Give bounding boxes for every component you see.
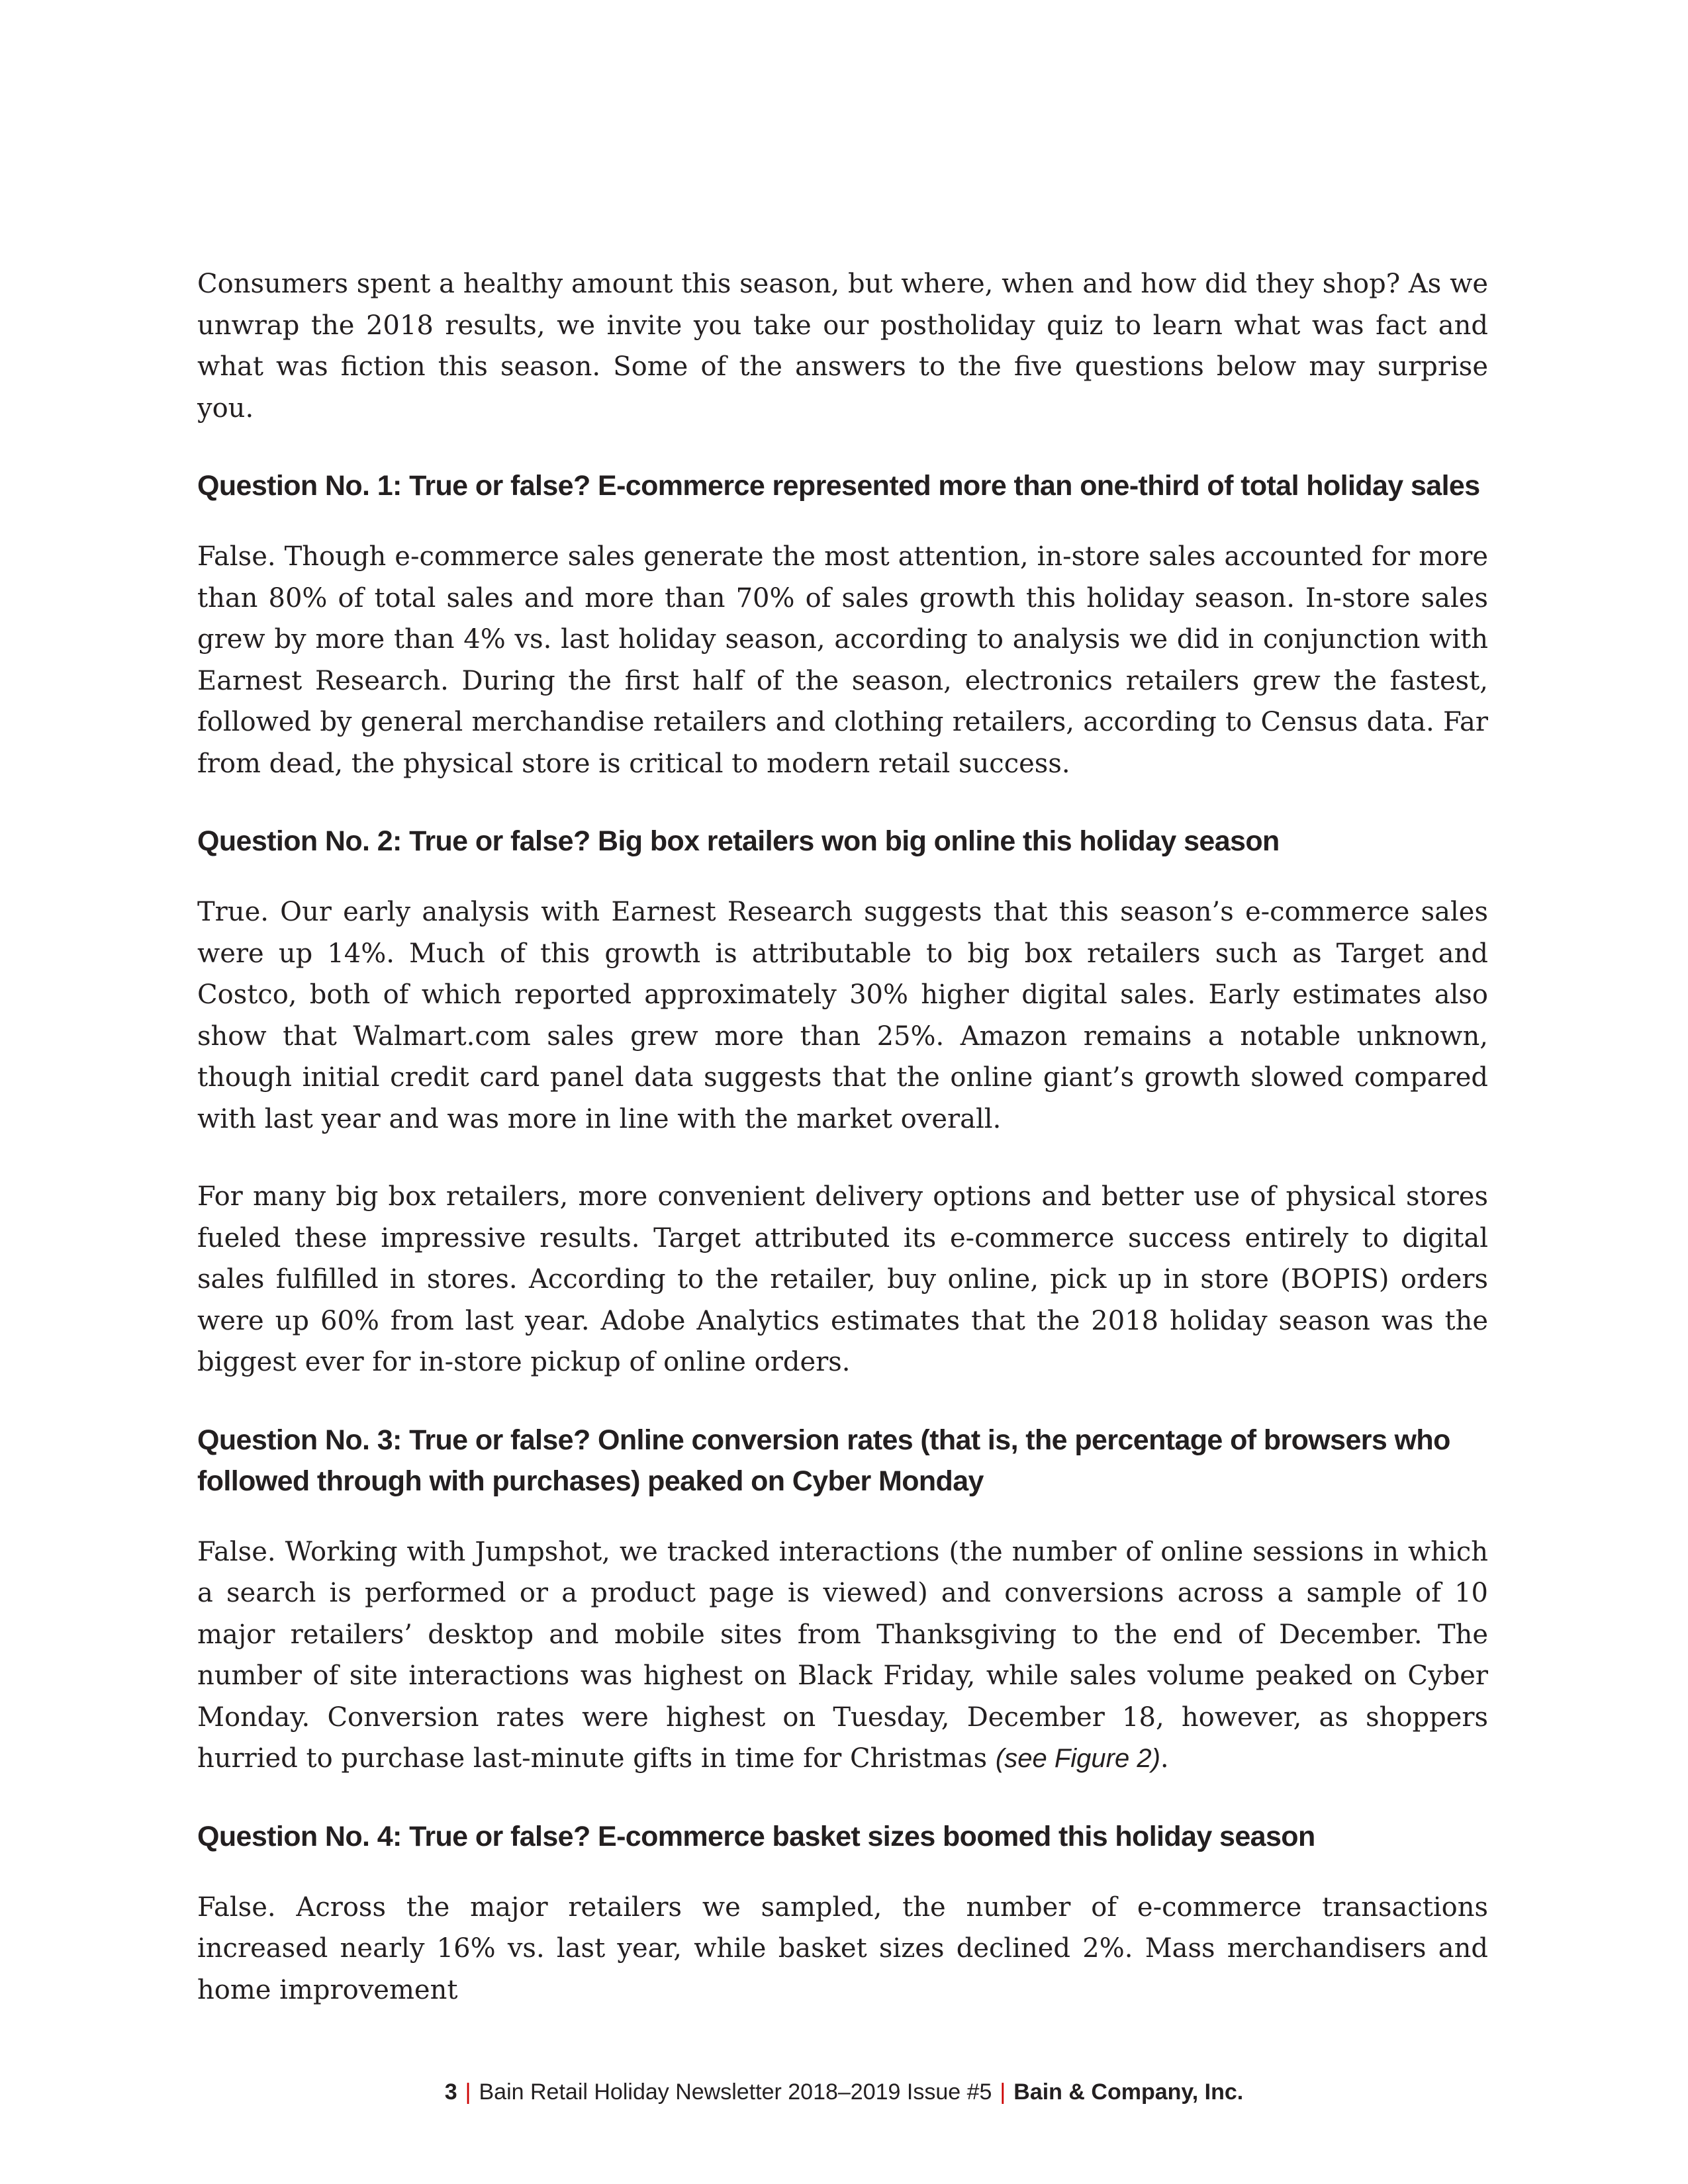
intro-paragraph: Consumers spent a healthy amount this season, but where, when and how did they shop? As we unwrap the 2018 results, we invite you take our postholiday quiz to learn what was fact and what was fiction this season. Some of the answers to the five questions below may surprise you. [197, 269, 1488, 424]
footer-separator-1: | [465, 2079, 471, 2105]
article-body [197, 263, 1488, 2047]
question-4-heading: Question No. 4: True or false? E-commerce basket sizes boomed this holiday season [197, 1820, 1315, 1852]
question-3-heading: Question No. 3: True or false? Online conversion rates (that is, the percentage of browsers who followed through with purchases) peaked on Cyber Monday [197, 1424, 1450, 1497]
question-3-answer-end: . [1160, 1743, 1169, 1774]
page-number: 3 [444, 2079, 457, 2105]
footer-separator-2: | [1000, 2079, 1006, 2105]
page-footer [0, 2079, 1688, 2105]
figure-reference: (see Figure 2) [995, 1744, 1160, 1773]
question-3-answer [197, 1531, 1488, 1780]
question-2-heading: Question No. 2: True or false? Big box retailers won big online this holiday season [197, 825, 1280, 857]
question-4-answer: False. Across the major retailers we sampled, the number of e-commerce transactions increased nearly 16% vs. last year, while basket sizes declined 2%. Mass merchandisers and home improvement [197, 1891, 1488, 2005]
question-1-heading: Question No. 1: True or false? E-commerce represented more than one-third of total holiday sales [197, 470, 1480, 502]
question-2-answer-continued: For many big box retailers, more convenient delivery options and better use of physical stores fueled these impressive results. Target attributed its e-commerce success entirely to digital sales fulfilled in stores. According to the retailer, buy online, pick up in store (BOPIS) orders were up 60% from last year. Adobe Analytics estimates that the 2018 holiday season was the biggest ever for in-store pickup of online orders. [197, 1181, 1488, 1377]
question-2-answer: True. Our early analysis with Earnest Research suggests that this season’s e-commerce sales were up 14%. Much of this growth is attributable to big box retailers such as Target and Costco, both of which reported approximately 30% higher digital sales. Early estimates also show that Walmart.com sales grew more than 25%. Amazon remains a notable unknown, though initial credit card panel data suggests that the online giant’s growth slowed compared with last year and was more in line with the market overall. [197, 897, 1488, 1134]
question-1-answer: False. Though e-commerce sales generate the most attention, in-store sales accounted for more than 80% of total sales and more than 70% of sales growth this holiday season. In-store sales grew by more than 4% vs. last holiday season, according to analysis we did in conjunction with Earnest Research. During the first half of the season, electronics retailers grew the fastest, followed by general merchandise retailers and clothing retailers, according to Census data. Far from dead, the physical store is critical to modern retail success. [197, 541, 1488, 779]
question-3-answer-text: False. Working with Jumpshot, we tracked interactions (the number of online sessions in which a search is performed or a product page is viewed) and conversions across a sample of 10 major retailers’ desktop and mobile sites from Thanksgiving to the end of December. The number of site interactions was highest on Black Friday, while sales volume peaked on Cyber Monday. Conversion rates were highest on Tuesday, December 18, however, as shoppers hurried to purchase last-minute gifts in time for Christmas [197, 1536, 1488, 1774]
publication-title: Bain Retail Holiday Newsletter 2018–2019 Issue #5 [479, 2079, 992, 2105]
company-name: Bain & Company, Inc. [1013, 2079, 1244, 2105]
